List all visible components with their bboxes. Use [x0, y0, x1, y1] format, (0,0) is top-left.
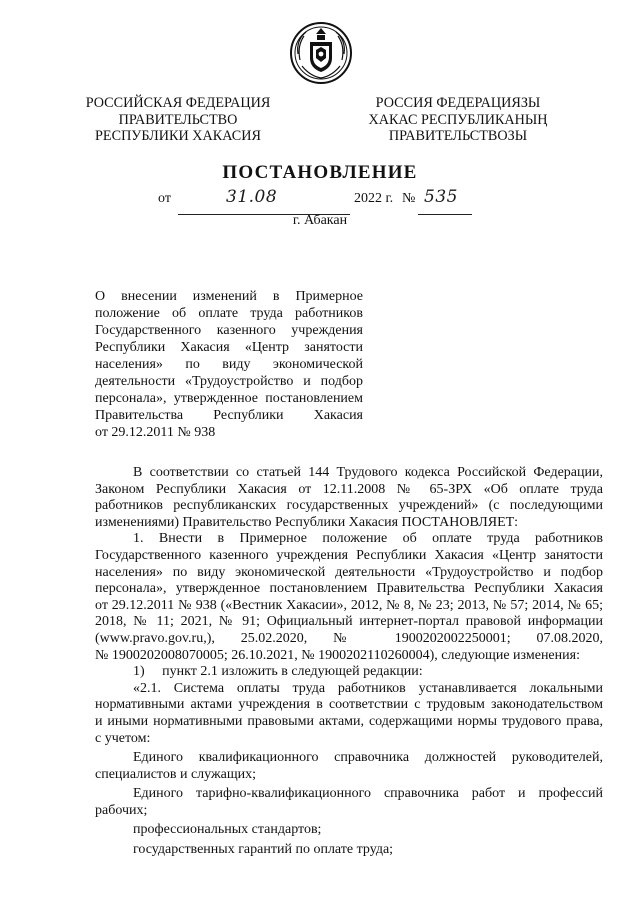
item1-line: 1. Внести в Примерное положение об оплате труда работников: [133, 531, 603, 547]
item1-line: 2018, № 11; 2021, № 91; Официальный интернет-портал правовой информации: [95, 614, 603, 630]
list-item-line: профессиональных стандартов;: [133, 822, 322, 838]
subject-line: Государственного казенного учреждения: [95, 323, 363, 338]
header-left-line: ПРАВИТЕЛЬСТВО: [118, 111, 238, 128]
list-item-line: Единого квалификационного справочника должностей руководителей,: [133, 750, 603, 766]
header-right-line: ХАКАС РЕСПУБЛИКАНЫҢ: [368, 111, 548, 128]
city-name: г. Абакан: [292, 213, 348, 228]
subject-line: положение об оплате труда работников: [95, 306, 363, 321]
header-left-line: РЕСПУБЛИКИ ХАКАСИЯ: [95, 128, 261, 144]
preamble-line: Законом Республики Хакасия от 12.11.2008 № 65-ЗРХ «Об оплате труда: [95, 481, 603, 497]
clause-line: нормативными актами учреждения в соответствии с трудовым законодательством: [95, 697, 603, 713]
subject-line: персонала», утвержденное постановлением: [95, 391, 363, 406]
list-item-line: рабочих;: [95, 802, 148, 818]
subject-line: О внесении изменений в Примерное: [95, 289, 363, 304]
preamble-line: изменениями) Правительство Республики Хакасия ПОСТАНОВЛЯЕТ:: [95, 514, 519, 530]
clause-line: с учетом:: [95, 730, 151, 746]
list-item-line: государственных гарантий по оплате труда;: [133, 842, 394, 858]
date-prefix: от: [158, 191, 171, 206]
list-item-line: Единого тарифно-квалификационного справочника работ и профессий: [133, 786, 603, 802]
clause-line: «2.1. Система оплаты труда работников устанавливается локальными: [133, 680, 603, 696]
date-year: 2022 г.: [354, 191, 394, 206]
subject-line: Правительства Республики Хакасия: [95, 408, 363, 423]
subject-line: деятельности «Трудоустройство и подбор: [95, 374, 363, 389]
header-left-russian: [78, 95, 278, 145]
coat-of-arms-emblem: [288, 20, 354, 86]
header-right-line: РОССИЯ ФЕДЕРАЦИЯЗЫ: [375, 95, 541, 111]
header-right-khakas: [358, 95, 558, 145]
document-title: ПОСТАНОВЛЕНИЕ: [222, 162, 418, 183]
item1-line: от 29.12.2011 № 938 («Вестник Хакасии», 2012, № 8, № 23; 2013, № 57; 2014, № 65;: [95, 597, 603, 613]
item1-line: (www.pravo.gov.ru,), 25.02.2020, № 1900202002250001; 07.08.2020,: [95, 630, 603, 646]
khakassia-coat-of-arms-icon: [288, 20, 354, 86]
subject-line: от 29.12.2011 № 938: [95, 425, 216, 440]
handwritten-number: 535: [424, 187, 458, 207]
item1-line: персонала», утвержденное постановлением Правительства Республики Хакасия: [95, 581, 603, 597]
number-sign: №: [402, 191, 416, 206]
list-item-line: специалистов и служащих;: [95, 766, 257, 782]
preamble-line: работников республиканских государственных учреждений» (с последующими: [95, 498, 603, 514]
header-left-line: РОССИЙСКАЯ ФЕДЕРАЦИЯ: [85, 95, 271, 111]
subject-line: населения» по виду экономической: [95, 357, 363, 372]
subject-block: [95, 288, 363, 441]
subitem1-line: 1) пункт 2.1 изложить в следующей редакции:: [133, 664, 423, 680]
decree-body: [95, 465, 603, 859]
header-right-line: ПРАВИТЕЛЬСТВОЗЫ: [388, 128, 528, 144]
item1-line: Государственного казенного учреждения Республики Хакасия «Центр занятости: [95, 547, 603, 563]
item1-line: населения» по виду экономической деятельности «Трудоустройство и подбор: [95, 564, 603, 580]
preamble-line: В соответствии со статьей 144 Трудового кодекса Российской Федерации,: [133, 465, 603, 480]
clause-line: и иными нормативными правовыми актами, содержащими нормы трудового права,: [95, 713, 603, 729]
handwritten-date: 31.08: [226, 187, 278, 207]
subject-line: Республики Хакасия «Центр занятости: [95, 340, 363, 355]
item1-line: № 1900202008070005; 26.10.2021, № 1900202110260004), следующие изменения:: [95, 647, 580, 663]
